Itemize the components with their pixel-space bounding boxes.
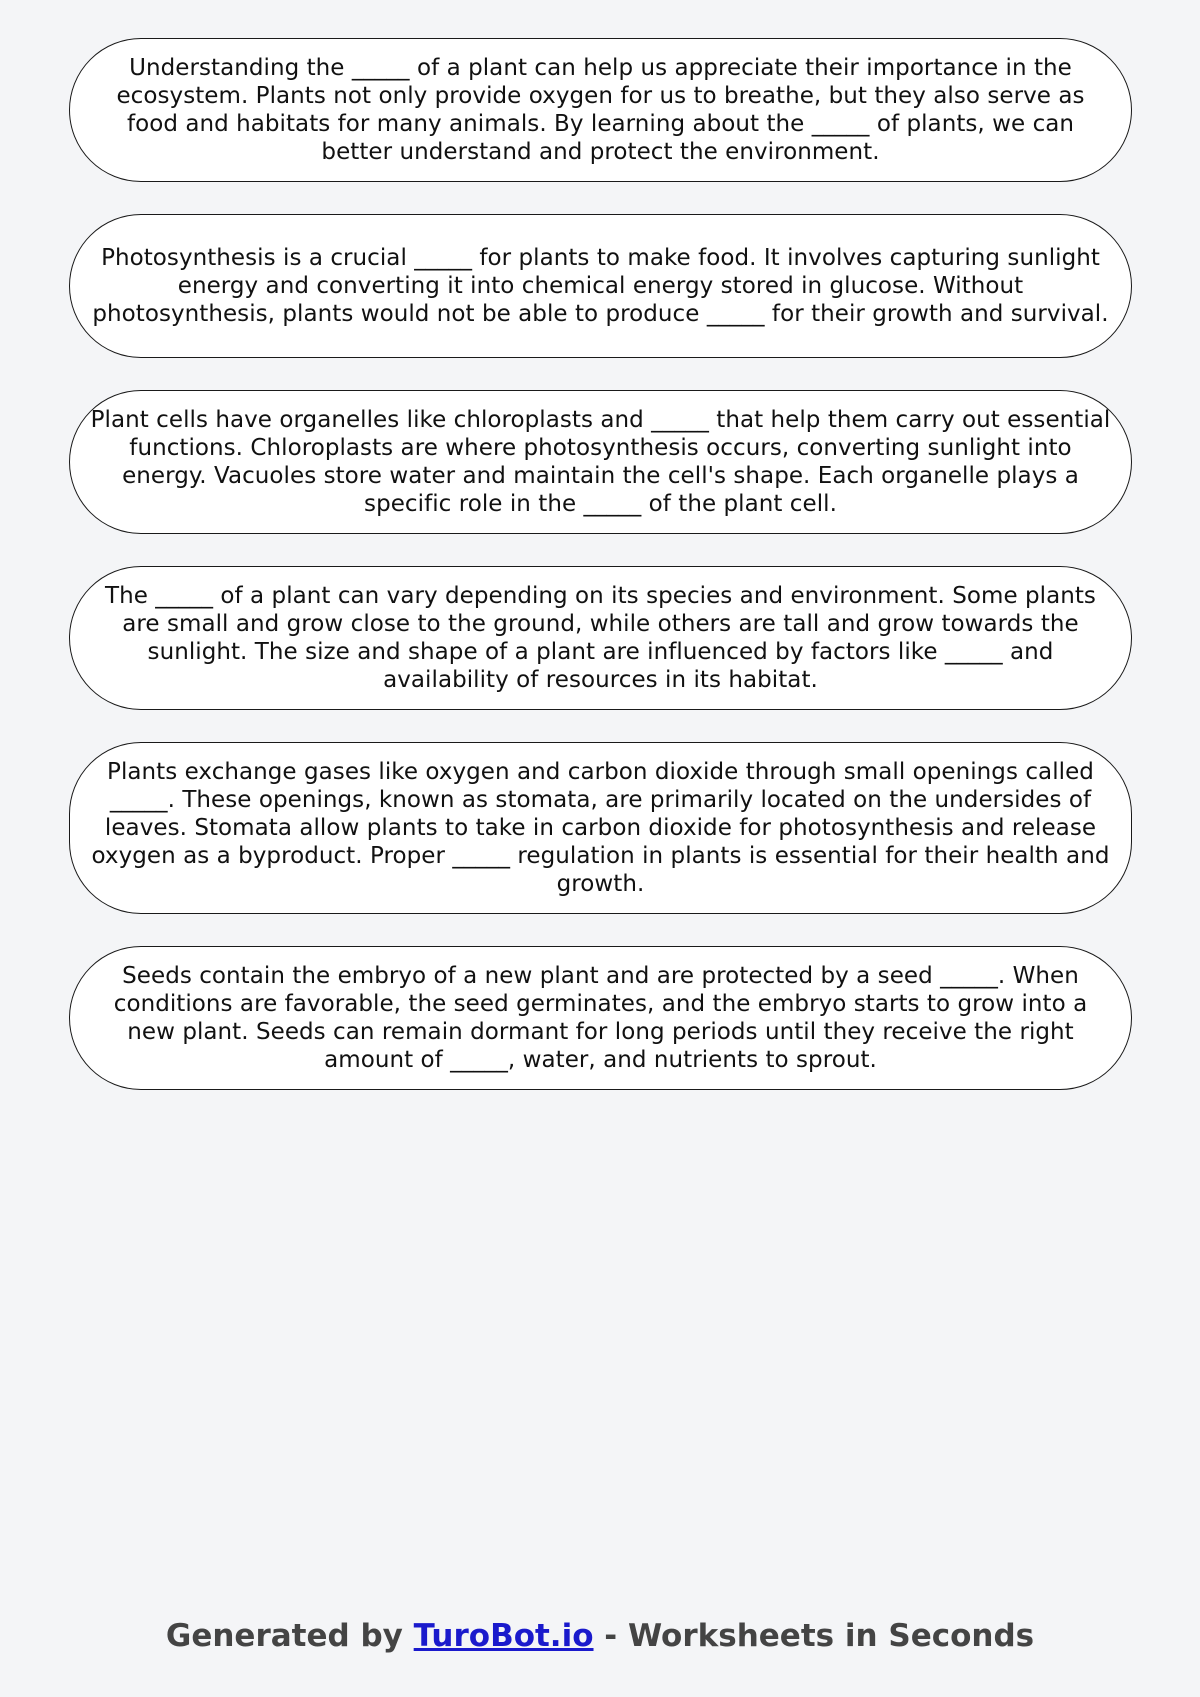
- passage-text-6: Seeds contain the embryo of a new plant and are protected by a seed _____. When conditions are favorable, the seed germinates, and the embryo starts to grow into a new plant. Seeds can remain dormant for long periods until they receive the right amount of _____, water, and nutrients to sprout.: [113, 963, 1088, 1073]
- passage-text-2: Photosynthesis is a crucial _____ for plants to make food. It involves capturing sunlight energy and converting it into chemical energy stored in glucose. Without photosynthesis, plants would not be able to produce _____ for their growth and survival.: [92, 245, 1109, 327]
- turobot-link[interactable]: TuroBot.io: [413, 1618, 594, 1654]
- footer-prefix: Generated by: [165, 1618, 414, 1654]
- passage-box-4: [69, 566, 1132, 710]
- passage-box-1: [69, 38, 1132, 182]
- passage-text-5: Plants exchange gases like oxygen and carbon dioxide through small openings called _____. These openings, known as stomata, are primarily located on the undersides of leaves. Stomata allow plants to take in carbon dioxide for photosynthesis and release oxygen as a byproduct. Proper _____ regulation in plants is essential for their health and growth.: [91, 759, 1110, 897]
- footer-credit: [0, 1618, 1200, 1654]
- passage-text-1: Understanding the _____ of a plant can help us appreciate their importance in the ecosystem. Plants not only provide oxygen for us to breathe, but they also serve as food and habitats for many animals. By learning about the _____ of plants, we can better understand and protect the environment.: [116, 55, 1085, 165]
- passage-box-3: [69, 390, 1132, 534]
- passage-text-4: The _____ of a plant can vary depending on its species and environment. Some plants are small and grow close to the ground, while others are tall and grow towards the sunlight. The size and shape of a plant are influenced by factors like _____ and availability of resources in its habitat.: [105, 583, 1096, 693]
- passage-text-3: Plant cells have organelles like chloroplasts and _____ that help them carry out essential functions. Chloroplasts are where photosynthesis occurs, converting sunlight into energy. Vacuoles store water and maintain the cell's shape. Each organelle plays a specific role in the _____ of the plant cell.: [90, 407, 1111, 517]
- worksheet-passages: [69, 38, 1132, 1122]
- passage-box-6: [69, 946, 1132, 1090]
- passage-box-5: [69, 742, 1132, 914]
- footer-suffix: - Worksheets in Seconds: [593, 1618, 1035, 1654]
- passage-box-2: [69, 214, 1132, 358]
